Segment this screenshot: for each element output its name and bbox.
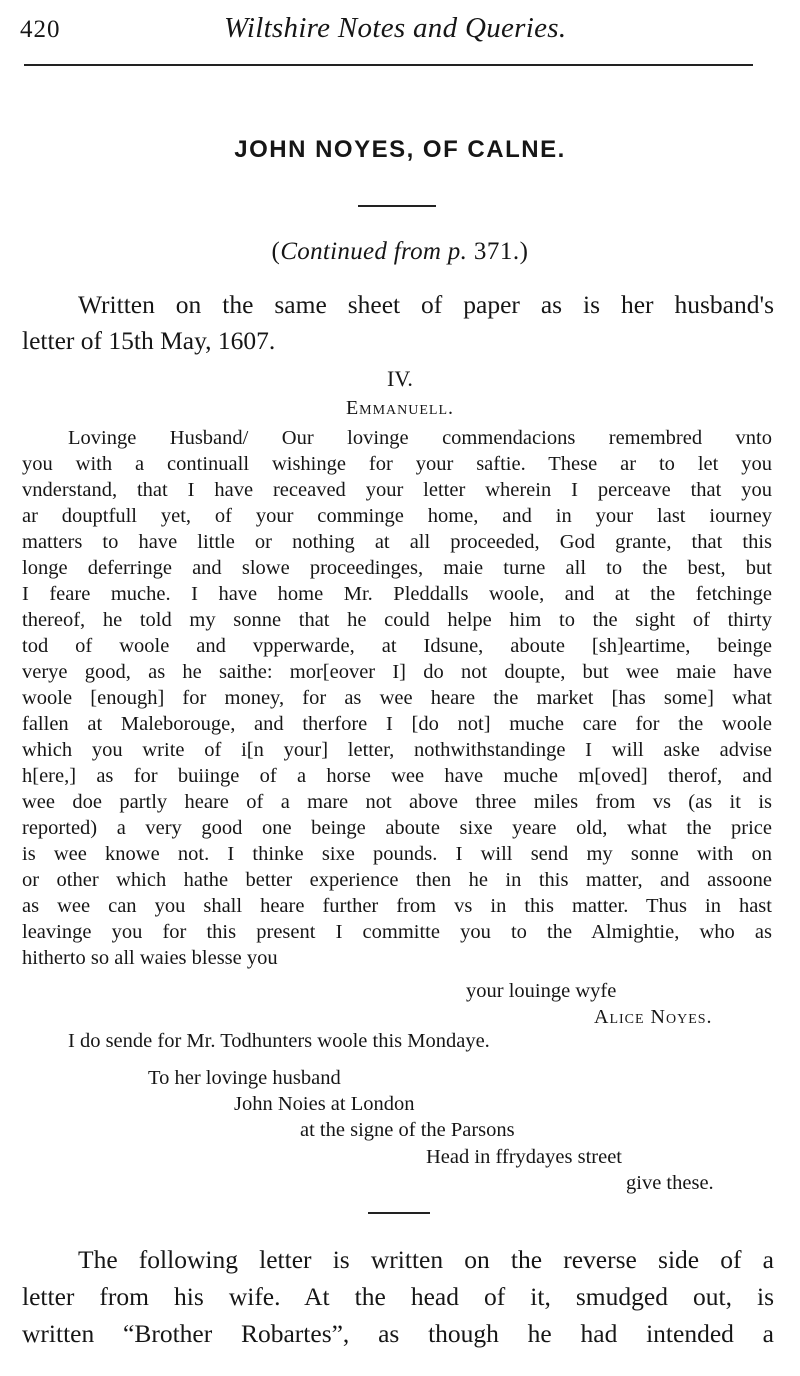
intro-line: letter of 15th May, 1607. bbox=[22, 326, 276, 355]
letter-line: ar douptfull yet, of your comminge home, and in your last iourney bbox=[22, 505, 772, 527]
letter-line: matters to have little or nothing at all proceeded, God grante, that this bbox=[22, 531, 772, 553]
address-line: give these. bbox=[626, 1172, 714, 1194]
letter-line: longe deferringe and slowe proceedinges, maie turne all to the best, but bbox=[22, 557, 772, 579]
letter-line: leavinge you for this present I committe you to the Almightie, who as bbox=[22, 921, 772, 943]
address-line: Head in ffrydayes street bbox=[426, 1146, 623, 1168]
continued-page: 371.) bbox=[473, 238, 529, 265]
letter-line: wee doe partly heare of a mare not above three miles from vs (as it is bbox=[22, 791, 772, 813]
page-number: 420 bbox=[20, 16, 61, 43]
letter-line: I feare muche. I have home Mr. Pleddalls woole, and at the fetchinge bbox=[22, 583, 772, 605]
address-line: at the signe of the Parsons bbox=[300, 1119, 515, 1141]
address-line: John Noies at London bbox=[234, 1093, 415, 1115]
running-head bbox=[20, 12, 752, 52]
letter-line-last: hitherto so all waies blesse you bbox=[22, 947, 278, 969]
following-line: written “Brother Robartes”, as though he had intended a bbox=[22, 1319, 774, 1348]
letter-heading: Emmanuell. bbox=[345, 397, 455, 419]
journal-title: Wiltshire Notes and Queries. bbox=[224, 12, 567, 44]
letter-line: vnderstand, that I have receaved your letter wherein I perceave that you bbox=[22, 479, 772, 501]
letter-postscript: I do sende for Mr. Todhunters woole this Mondaye. bbox=[68, 1030, 490, 1052]
letter-line: h[ere,] as for buiinge of a horse wee have muche m[oved] therof, and bbox=[22, 765, 772, 787]
following-line: letter from his wife. At the head of it, smudged out, is bbox=[22, 1282, 774, 1311]
header-rule bbox=[24, 64, 753, 66]
letter-line: thereof, he told my sonne that he could helpe him to the sight of thirty bbox=[22, 609, 772, 631]
letter-line: as wee can you shall heare further from vs in this matter. Thus in hast bbox=[22, 895, 772, 917]
letter-line: which you write of i[n your] letter, nothwithstandinge I will aske advise bbox=[22, 739, 772, 761]
letter-number: IV. bbox=[387, 366, 413, 391]
continued-note: (Continued from p. 371.) bbox=[271, 238, 529, 265]
letter-closing: your louinge wyfe bbox=[466, 980, 617, 1002]
following-line: The following letter is written on the reverse side of a bbox=[78, 1245, 774, 1274]
article-title: JOHN NOYES, OF CALNE. bbox=[234, 136, 566, 163]
section-divider bbox=[368, 1212, 430, 1214]
letter-line: reported) a very good one beinge aboute sixe yeare old, what the price bbox=[22, 817, 772, 839]
letter-line: verye good, as he saithe: mor[eover I] do not doupte, but wee maie have bbox=[22, 661, 772, 683]
letter-signature: Alice Noyes. bbox=[594, 1006, 713, 1028]
letter-line: Lovinge Husband/ Our lovinge commendacions remembred vnto bbox=[68, 427, 772, 449]
title-divider bbox=[358, 205, 436, 207]
address-line: To her lovinge husband bbox=[148, 1067, 341, 1089]
letter-line: or other which hathe better experience then he in this matter, and assoone bbox=[22, 869, 772, 891]
letter-line: you with a continuall wishinge for your saftie. These ar to let you bbox=[22, 453, 772, 475]
letter-line: is wee knowe not. I thinke sixe pounds. I will send my sonne with on bbox=[22, 843, 772, 865]
intro-line: Written on the same sheet of paper as is her husband's bbox=[78, 290, 774, 319]
letter-line: tod of woole and vpperwarde, at Idsune, aboute [sh]eartime, beinge bbox=[22, 635, 772, 657]
continued-italic: Continued from p. bbox=[280, 238, 468, 265]
letter-line: woole [enough] for money, for as wee heare the market [has some] what bbox=[22, 687, 772, 709]
letter-line: fallen at Maleborouge, and therfore I [do not] muche care for the woole bbox=[22, 713, 772, 735]
